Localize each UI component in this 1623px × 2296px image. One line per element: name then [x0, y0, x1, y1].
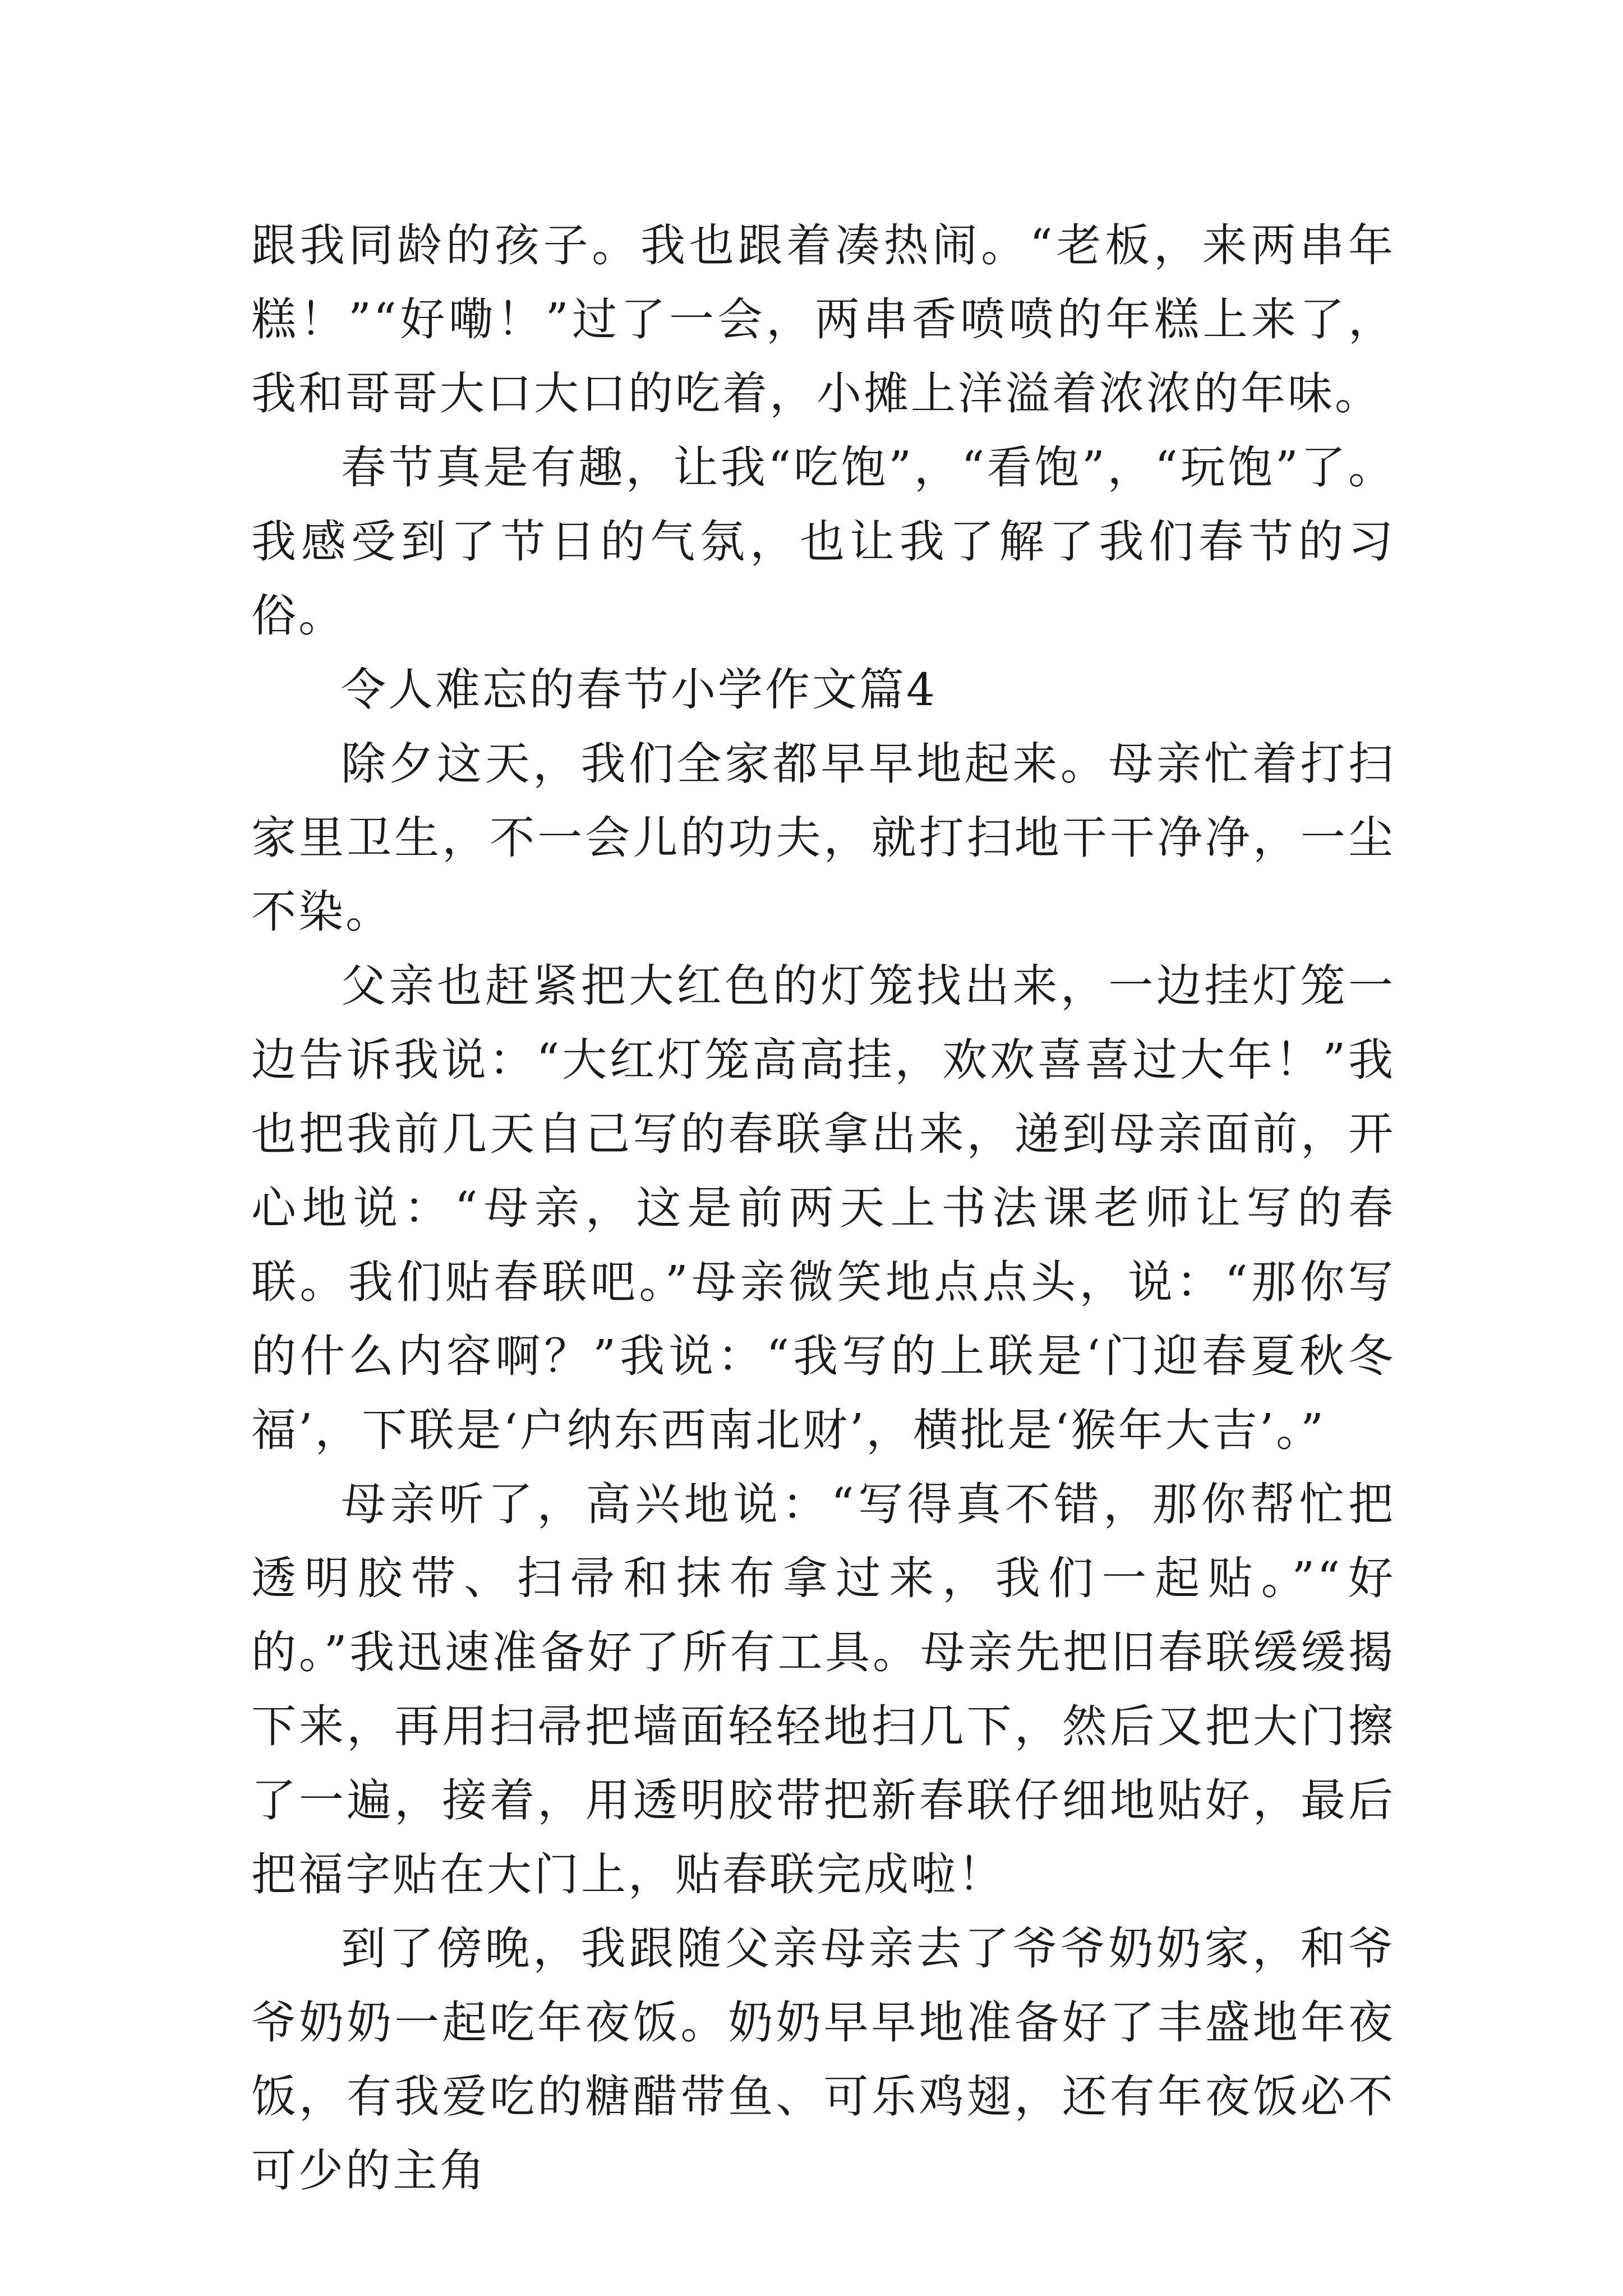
paragraph-new-year-eve: 除夕这天，我们全家都早早地起来。母亲忙着打扫家里卫生，不一会儿的功夫，就打扫地干干净净，一尘不染。	[251, 738, 1395, 938]
document-body	[251, 209, 1395, 2208]
paragraph-continuation: 跟我同龄的孩子。我也跟着凑热闹。“老板，来两串年糕！”“好嘞！”过了一会，两串香喷喷的年糕上来了，我和哥哥大口大口的吃着，小摊上洋溢着浓浓的年味。	[251, 219, 1395, 420]
section-heading: 令人难忘的春节小学作文篇4	[341, 664, 937, 716]
paragraph-summary: 春节真是有趣，让我“吃饱”，“看饱”，“玩饱”了。我感受到了节日的气氛，也让我了解了我们春节的习俗。	[251, 441, 1395, 642]
paragraph-pasting-couplets: 母亲听了，高兴地说：“写得真不错，那你帮忙把透明胶带、扫帚和抹布拿过来，我们一起贴。”“好的。”我迅速准备好了所有工具。母亲先把旧春联缓缓揭下来，再用扫帚把墙面轻轻地扫几下，然后又把大门擦了一遍，接着，用透明胶带把新春联仔细地贴好，最后把福字贴在大门上，贴春联完成啦！	[251, 1478, 1395, 1901]
paragraph-reunion-dinner: 到了傍晚，我跟随父亲母亲去了爷爷奶奶家，和爷爷奶奶一起吃年夜饭。奶奶早早地准备好了丰盛地年夜饭，有我爱吃的糖醋带鱼、可乐鸡翅，还有年夜饭必不可少的主角	[251, 1922, 1395, 2197]
paragraph-lanterns-couplets: 父亲也赶紧把大红色的灯笼找出来，一边挂灯笼一边告诉我说：“大红灯笼高高挂，欢欢喜喜过大年！”我也把我前几天自己写的春联拿出来，递到母亲面前，开心地说：“母亲，这是前两天上书法课老师让写的春联。我们贴春联吧。”母亲微笑地点点头，说：“那你写的什么内容啊？”我说：“我写的上联是‘门迎春夏秋冬福’，下联是‘户纳东西南北财’，横批是‘猴年大吉’。”	[251, 960, 1395, 1456]
